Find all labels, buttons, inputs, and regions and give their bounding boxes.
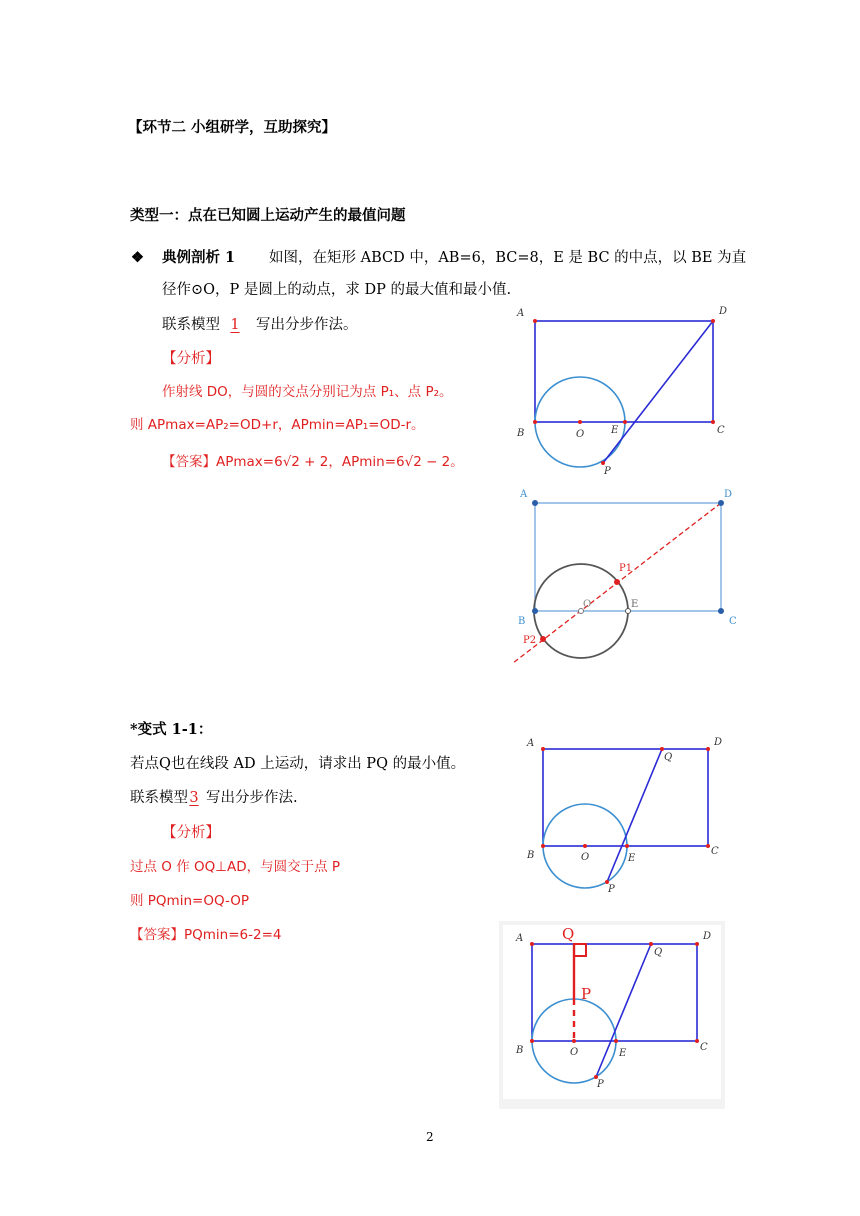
figure-1 [505, 300, 740, 480]
label-o: O [583, 599, 592, 610]
label-p: P [597, 1079, 604, 1090]
label-p2: P2 [523, 635, 537, 646]
rect-abcd [535, 321, 713, 422]
label-o: O [576, 429, 585, 440]
label-e: E [611, 425, 619, 436]
variant-line-1: 若点Q也在线段 AD 上运动，请求出 PQ 的最小值。 [130, 756, 466, 772]
label-a: A [516, 933, 524, 944]
variant-answer-line: 【答案】PQmin=6-2=4 [130, 927, 282, 943]
model-prefix: 联系模型 [162, 317, 220, 333]
example-line-2: 径作⊙O，P 是圆上的动点，求 DP 的最大值和最小值. [162, 282, 512, 298]
model-suffix: 写出分步作法。 [256, 317, 358, 333]
label-o: O [581, 852, 590, 863]
analysis-line-2: 则 APmax=AP₂=OD+r，APmin=AP₁=OD-r。 [130, 417, 425, 433]
label-e: E [619, 1048, 627, 1059]
label-o: O [570, 1047, 579, 1058]
figure-3 [515, 730, 745, 895]
label-p: P [604, 466, 611, 477]
label-d: D [724, 489, 733, 500]
label-a: A [527, 738, 535, 749]
label-c: C [717, 425, 725, 436]
label-a: A [520, 489, 528, 500]
label-q-big: Q [562, 925, 575, 943]
label-d: D [703, 931, 712, 942]
label-e: E [628, 853, 636, 864]
figure-4 [499, 921, 725, 1109]
rect-abcd [543, 749, 708, 846]
variant-analysis-label: 【分析】 [162, 825, 220, 841]
label-q: Q [654, 947, 663, 958]
label-b: B [518, 616, 526, 627]
label-c: C [700, 1042, 708, 1053]
label-d: D [714, 737, 723, 748]
label-b: B [516, 1045, 524, 1056]
example-line-1: 如图，在矩形 ABCD 中，AB=6，BC=8，E 是 BC 的中点，以 BE 为直 [269, 250, 747, 266]
page-number: 2 [426, 1130, 434, 1144]
variant-analysis-line-2: 则 PQmin=OQ-OP [130, 893, 249, 909]
answer-line: 【答案】APmax=6√2 + 2，APmin=6√2 − 2。 [162, 454, 464, 470]
model-value: 3 [189, 790, 199, 806]
analysis-label: 【分析】 [162, 351, 220, 367]
model-prefix: 联系模型 [130, 790, 188, 806]
model-suffix: 写出分步作法. [206, 790, 298, 806]
section-header: 【环节二 小组研学，互助探究】 [128, 119, 337, 136]
figure-2 [505, 486, 745, 666]
label-b: B [517, 428, 525, 439]
variant-title: *变式 1-1： [130, 721, 213, 738]
example-title: 典例剖析 1 [162, 249, 236, 266]
model-value: 1 [230, 317, 240, 333]
rect-abcd [535, 503, 721, 611]
label-d: D [719, 306, 728, 317]
label-p-big: P [581, 985, 592, 1003]
analysis-line-1: 作射线 DO，与圆的交点分别记为点 P₁、点 P₂。 [162, 384, 453, 400]
type-title: 类型一：点在已知圆上运动产生的最值问题 [130, 207, 406, 224]
label-c: C [711, 846, 719, 857]
label-q: Q [664, 752, 673, 763]
label-c: C [729, 616, 737, 627]
label-b: B [527, 850, 535, 861]
bullet-icon: ❖ [131, 249, 144, 266]
segment-dp [603, 321, 713, 463]
label-p: P [608, 884, 615, 895]
label-a: A [517, 308, 525, 319]
variant-analysis-line-1: 过点 O 作 OQ⊥AD，与圆交于点 P [130, 859, 341, 875]
label-p1: P1 [619, 563, 633, 574]
variant-model-line [130, 788, 298, 808]
label-e: E [631, 599, 639, 610]
model-line [162, 315, 358, 335]
